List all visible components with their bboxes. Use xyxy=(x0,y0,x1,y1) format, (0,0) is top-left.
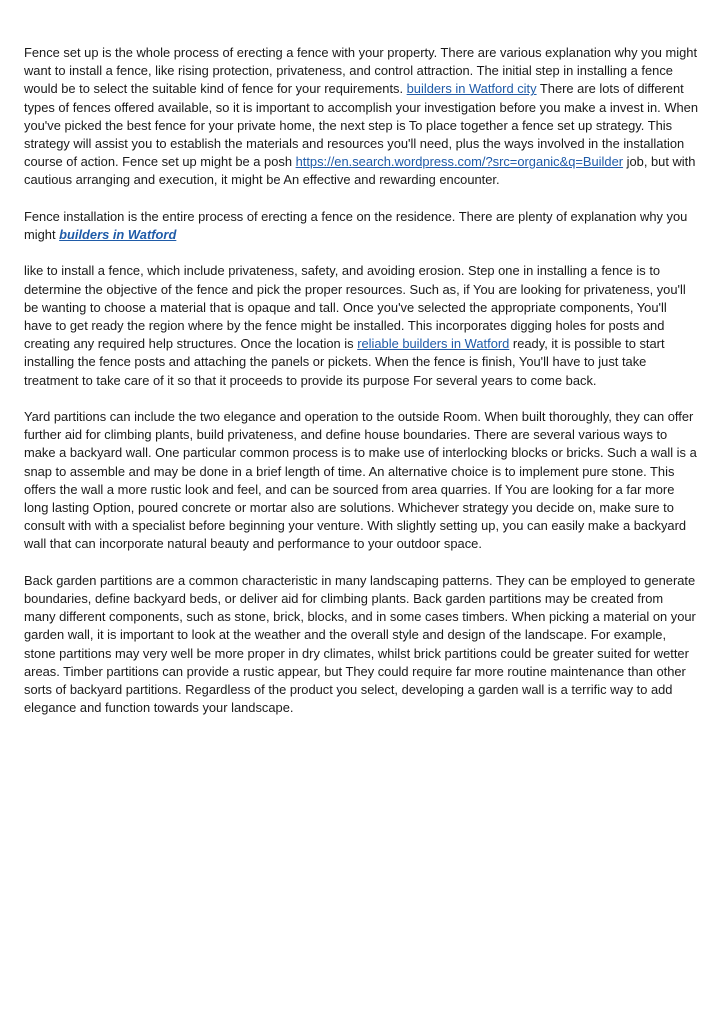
paragraph-2-text-a: Fence installation is the entire process of erecting a fence on the residence. There are plenty of explanation why you might xyxy=(24,208,688,243)
link-builders-watford[interactable]: builders in Watford xyxy=(59,227,177,243)
link-reliable-builders-watford[interactable]: reliable builders in Watford xyxy=(357,336,510,352)
paragraph-5 xyxy=(24,572,698,718)
paragraph-4 xyxy=(24,408,698,554)
paragraph-4-text: Yard partitions can include the two elegance and operation to the outside Room. When built thoroughly, they can offer further aid for climbing plants, build privateness, and define house boundaries. There are several various ways to make a backyard wall. One particular common process is to make use of interlocking blocks or bricks. Such a wall is a snap to assemble and may be done in a brief length of time. An alternative choice is to implement pure stone. This offers the wall a more rustic look and feel, and can be sourced from area quarries. If You are looking for a far more long lasting Option, poured concrete or mortar also are solutions. Whichever strategy you decide on, make sure to consult with with a specialist before beginning your venture. With slightly setting up, you can easily make a backyard wall that can incorporate natural beauty and performance to your outdoor space. xyxy=(24,409,697,552)
paragraph-1-text-a: Fence set up is the whole process of erecting a fence with your property. There are various explanation why you might want to install a fence, like rising protection, privateness, and control attraction. The initial step in installing a fence would be to select the suitable kind of fence for your requirements. xyxy=(24,45,698,97)
paragraph-3 xyxy=(24,262,698,389)
paragraph-3-text-b: ready, it is possible to start installing the fence posts and attaching the panels or pickets. When the fence is finish, You'll have to just take treatment to take care of it so that it proceeds to provide its purpose For several years to come back. xyxy=(24,336,665,388)
document-body xyxy=(24,44,698,736)
paragraph-5-text: Back garden partitions are a common characteristic in many landscaping patterns. They can be employed to generate boundaries, define backyard beds, or deliver aid for climbing plants. Back garden partitions may be created from many different components, such as stone, brick, blocks, and in some cases timbers. When picking a material on your garden wall, it is important to look at the weather and the overall style and design of the landscape. For example, stone partitions may very well be more proper in dry climates, whilst brick partitions could be greater suited for wetter areas. Timber partitions can provide a rustic appear, but They could require far more routine maintenance than other sorts of backyard partitions. Regardless of the product you select, developing a garden wall is a terrific way to add elegance and function towards your landscape. xyxy=(24,572,696,716)
paragraph-1-text-c: job, but with cautious arranging and execution, it might be An effective and rewarding encounter. xyxy=(24,154,696,188)
paragraph-2 xyxy=(24,208,698,244)
paragraph-1-text-b: There are lots of different types of fences offered available, so it is important to accomplish your investigation before you make a invest in. When you've picked the best fence for your private home, the next step is To place together a fence set up strategy. This strategy will assist you to establish the materials and resources you'll need, plus the ways involved in the installation course of action. Fence set up might be a posh xyxy=(24,81,699,170)
paragraph-1 xyxy=(24,44,698,190)
link-builders-watford-city[interactable]: builders in Watford city xyxy=(406,81,537,97)
link-wordpress-search[interactable]: https://en.search.wordpress.com/?src=organic&q=Builder xyxy=(295,154,624,170)
paragraph-3-text-a: like to install a fence, which include privateness, safety, and avoiding erosion. Step one in installing a fence is to determine the objective of the fence and pick the proper resources. Such as, if You are looking for privateness, you'll be wanting to choose a material that is opaque and tall. Once you've selected the appropriate components, You'll have to get ready the region where by the fence might be installed. This incorporates digging holes for posts and creating any required help structures. Once the location is xyxy=(24,263,686,352)
